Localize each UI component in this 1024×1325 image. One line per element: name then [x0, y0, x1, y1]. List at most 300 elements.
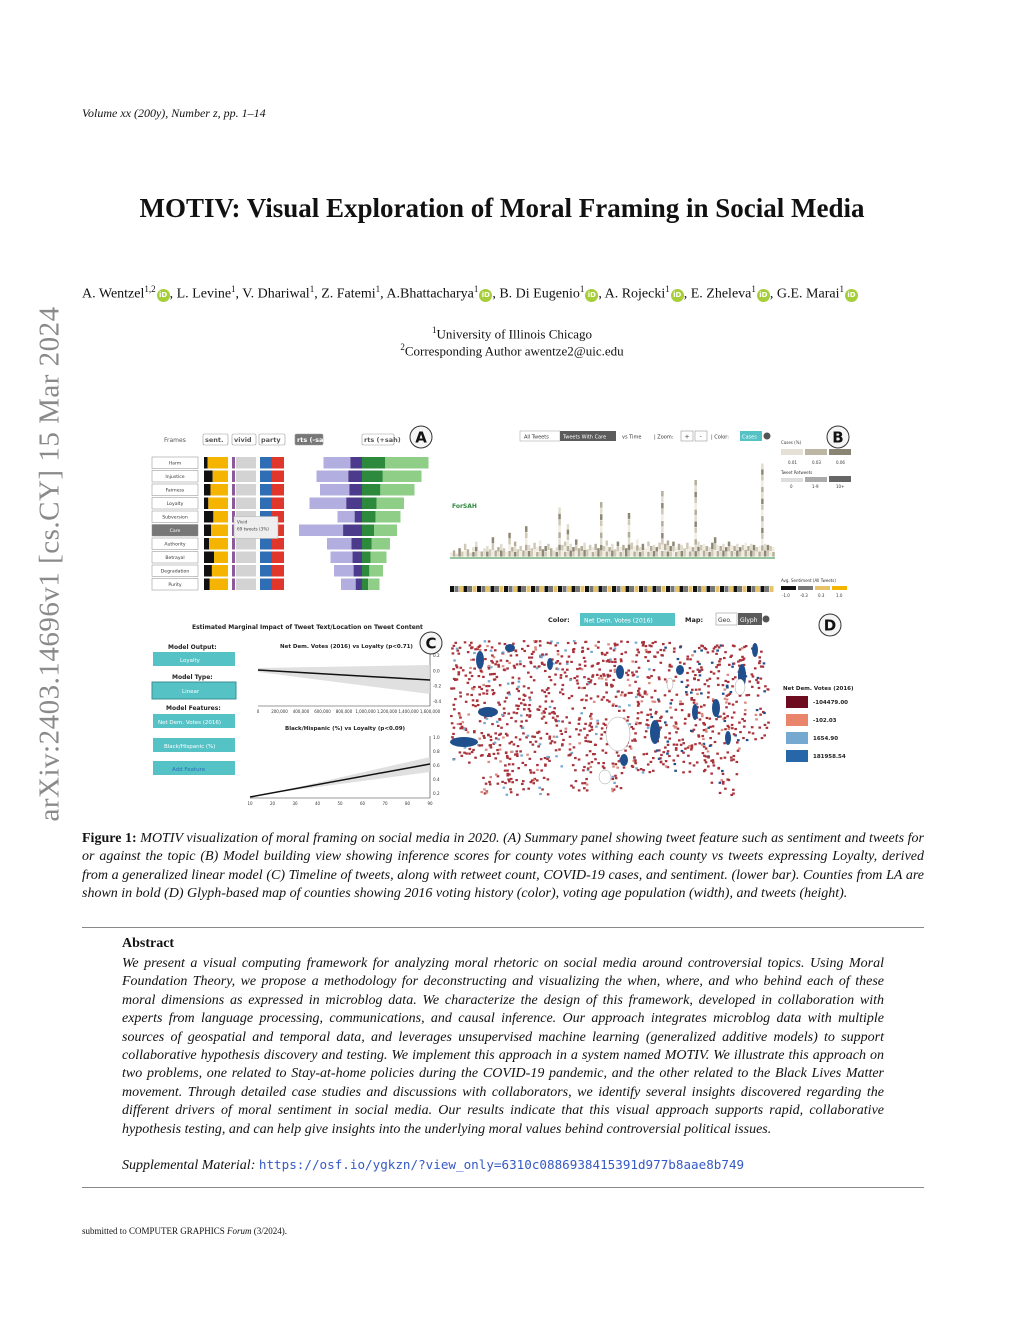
model-type-label: Model Type: — [172, 674, 213, 681]
county-glyph — [664, 746, 667, 748]
county-glyph — [567, 642, 570, 644]
county-glyph — [519, 660, 522, 662]
county-glyph — [689, 771, 692, 773]
timeline-cell — [711, 543, 713, 550]
county-glyph — [609, 670, 612, 672]
county-glyph — [579, 667, 582, 669]
rts-pos-dark — [362, 538, 372, 550]
county-glyph — [730, 655, 733, 657]
highlight-glyph — [606, 717, 630, 751]
county-glyph — [591, 761, 594, 763]
county-glyph — [634, 732, 637, 734]
county-glyph — [483, 702, 486, 704]
county-glyph — [556, 660, 559, 662]
timeline-cell — [661, 503, 663, 509]
urban-glyph — [478, 707, 498, 717]
county-glyph — [524, 764, 527, 766]
timeline-cell — [742, 545, 744, 551]
county-glyph — [573, 677, 576, 679]
county-glyph — [752, 732, 755, 734]
author-sup: 1 — [231, 284, 236, 294]
sentiment-cell — [504, 586, 508, 592]
frame-row-label: Injustice — [165, 475, 185, 480]
timeline-cell — [539, 552, 541, 557]
county-glyph — [557, 653, 560, 655]
county-glyph — [469, 748, 472, 750]
county-glyph — [658, 700, 661, 702]
county-glyph — [655, 711, 658, 713]
county-glyph — [506, 667, 509, 669]
county-glyph — [489, 673, 492, 675]
county-glyph — [615, 763, 618, 765]
county-glyph — [460, 667, 463, 669]
county-glyph — [590, 771, 593, 773]
county-glyph — [736, 741, 739, 743]
county-glyph — [584, 723, 587, 725]
county-glyph — [673, 763, 676, 765]
county-glyph — [564, 731, 567, 733]
county-glyph — [560, 674, 563, 676]
county-glyph — [675, 721, 678, 723]
timeline-cell — [761, 504, 763, 509]
timeline-cell — [725, 547, 727, 552]
timeline-cell — [567, 535, 569, 540]
timeline-cell — [761, 510, 763, 515]
timeline-cell — [567, 546, 569, 551]
timeline-cell — [714, 544, 716, 550]
county-glyph — [450, 715, 453, 717]
footer — [82, 1226, 287, 1236]
county-glyph — [649, 713, 652, 715]
sentiment-cell — [734, 586, 738, 592]
timeline-cell — [611, 544, 613, 550]
timeline-cell — [636, 551, 638, 556]
timeline-cell — [725, 552, 727, 557]
county-glyph — [452, 733, 455, 735]
county-glyph — [522, 727, 525, 729]
county-glyph — [629, 684, 632, 686]
timeline-cell — [686, 543, 688, 550]
county-glyph — [587, 767, 590, 769]
timeline-cell — [483, 548, 485, 556]
county-glyph — [686, 656, 689, 658]
timeline-cell — [581, 546, 583, 551]
county-glyph — [668, 669, 671, 671]
help-icon[interactable] — [764, 433, 771, 440]
timeline-cell — [558, 508, 560, 514]
county-glyph — [554, 673, 557, 675]
county-glyph — [698, 688, 701, 690]
county-glyph — [637, 651, 640, 653]
county-glyph — [521, 783, 524, 785]
county-glyph — [716, 753, 719, 755]
county-glyph — [605, 718, 608, 720]
county-glyph — [648, 644, 651, 646]
county-glyph — [731, 685, 734, 687]
author-name: A. Wentzel — [82, 286, 145, 302]
county-glyph — [644, 692, 647, 694]
timeline-cell — [661, 527, 663, 533]
timeline-cell — [472, 552, 474, 557]
county-glyph — [560, 733, 563, 735]
vivid-mark — [232, 552, 235, 564]
county-glyph — [584, 740, 587, 742]
timeline-cell — [694, 492, 696, 498]
county-glyph — [725, 701, 728, 703]
county-glyph — [551, 740, 554, 742]
county-glyph — [496, 676, 499, 678]
rts-pos-light — [374, 525, 397, 537]
county-glyph — [702, 738, 705, 740]
county-glyph — [645, 730, 648, 732]
timeline-cell — [628, 519, 630, 525]
sentiment-cell — [756, 586, 760, 592]
county-glyph — [695, 724, 698, 726]
county-glyph — [541, 662, 544, 664]
county-glyph — [620, 787, 623, 789]
county-glyph — [724, 717, 727, 719]
county-glyph — [614, 644, 617, 646]
party-rep — [272, 471, 284, 483]
party-rep — [272, 484, 284, 496]
county-glyph — [594, 758, 597, 760]
county-glyph — [473, 686, 476, 688]
y-tick-label: 0.4 — [433, 777, 440, 782]
county-glyph — [724, 757, 727, 759]
county-glyph — [579, 729, 582, 731]
figure-caption — [82, 830, 924, 904]
county-glyph — [506, 794, 509, 796]
county-glyph — [607, 659, 610, 661]
county-glyph — [704, 769, 707, 771]
county-glyph — [574, 757, 577, 759]
author-sup: 1 — [309, 284, 315, 294]
county-glyph — [689, 667, 692, 669]
timeline-cell — [761, 528, 763, 533]
county-glyph — [718, 732, 721, 734]
timeline-cell — [694, 504, 696, 510]
sentiment-cell — [612, 586, 616, 592]
county-glyph — [578, 789, 581, 791]
county-glyph — [731, 716, 734, 718]
series-label: ForSAH — [452, 503, 477, 510]
x-tick-label: 40 — [314, 801, 321, 806]
county-glyph — [691, 689, 694, 691]
county-glyph — [582, 769, 585, 771]
timeline-cell — [694, 551, 696, 557]
sentiment-cell — [536, 586, 540, 592]
county-glyph — [518, 698, 521, 700]
orcid-icon[interactable]: iD — [585, 289, 598, 302]
y-tick-label: 0.6 — [433, 763, 440, 768]
county-glyph — [523, 708, 526, 710]
county-glyph — [718, 646, 721, 648]
county-glyph — [666, 753, 669, 755]
county-glyph — [679, 661, 682, 663]
county-glyph — [652, 642, 655, 644]
county-glyph — [722, 684, 725, 686]
timeline-cell — [575, 539, 577, 544]
sentiment-cell — [491, 586, 495, 592]
timeline-cell — [694, 521, 696, 527]
sentiment-tick-4: 1.0 — [836, 593, 843, 598]
county-glyph — [734, 676, 737, 678]
timeline-cell — [617, 547, 619, 552]
county-glyph — [511, 781, 514, 783]
county-glyph — [660, 649, 663, 651]
timeline-cell — [772, 552, 774, 557]
county-glyph — [626, 719, 629, 721]
county-glyph — [491, 646, 494, 648]
county-glyph — [757, 682, 760, 684]
county-glyph — [719, 792, 722, 794]
county-glyph — [602, 660, 605, 662]
zoom-out-label: - — [699, 433, 702, 441]
model-features-label: Model Features: — [166, 705, 221, 712]
county-glyph — [733, 733, 736, 735]
county-glyph — [659, 726, 662, 728]
county-glyph — [727, 681, 730, 683]
panel-d — [450, 613, 854, 796]
county-glyph — [644, 736, 647, 738]
county-glyph — [637, 701, 640, 703]
county-glyph — [621, 772, 624, 774]
county-glyph — [571, 707, 574, 709]
county-glyph — [502, 651, 505, 653]
county-glyph — [581, 647, 584, 649]
county-glyph — [533, 772, 536, 774]
timeline-cell — [636, 539, 638, 544]
map-help-icon[interactable] — [763, 616, 770, 623]
county-glyph — [675, 731, 678, 733]
sentiment-cell — [662, 586, 666, 592]
sentiment-cell — [635, 586, 639, 592]
timeline-cell — [664, 544, 666, 550]
county-glyph — [707, 692, 710, 694]
county-glyph — [642, 769, 645, 771]
county-glyph — [698, 712, 701, 714]
orcid-icon[interactable]: iD — [845, 289, 858, 302]
timeline-cell — [525, 539, 527, 545]
timeline-cell — [475, 542, 477, 547]
county-glyph — [574, 769, 577, 771]
county-glyph — [506, 774, 509, 776]
timeline-cell — [642, 544, 644, 550]
county-glyph — [589, 681, 592, 683]
timeline-cell — [661, 497, 663, 503]
county-glyph — [636, 649, 639, 651]
county-glyph — [691, 744, 694, 746]
county-glyph — [611, 661, 614, 663]
footer-forum: Forum — [227, 1226, 252, 1236]
county-glyph — [461, 721, 464, 723]
county-glyph — [704, 683, 707, 685]
orcid-icon[interactable]: iD — [479, 289, 492, 302]
rts-neg-dark — [355, 511, 362, 523]
county-glyph — [609, 647, 612, 649]
county-glyph — [684, 718, 687, 720]
timeline-cell — [719, 552, 721, 557]
county-glyph — [743, 726, 746, 728]
county-glyph — [490, 736, 493, 738]
county-glyph — [503, 787, 506, 789]
county-glyph — [581, 782, 584, 784]
timeline-cell — [714, 537, 716, 543]
timeline-cell — [486, 546, 488, 551]
county-glyph — [456, 666, 459, 668]
vivid-mark — [232, 484, 235, 496]
timeline-cell — [619, 552, 621, 557]
timeline-cell — [761, 493, 763, 498]
sentiment-cell — [653, 586, 657, 592]
timeline-cell — [528, 545, 530, 551]
timeline-cell — [553, 550, 555, 556]
county-glyph — [730, 759, 733, 761]
county-glyph — [616, 767, 619, 769]
county-glyph — [696, 693, 699, 695]
author-separator: , — [769, 286, 777, 302]
timeline-cell — [539, 546, 541, 551]
timeline-cell — [558, 520, 560, 526]
county-glyph — [675, 726, 678, 728]
county-glyph — [676, 744, 679, 746]
county-glyph — [568, 722, 571, 724]
county-glyph — [766, 727, 769, 729]
county-glyph — [697, 734, 700, 736]
urban-glyph — [616, 665, 624, 679]
county-glyph — [604, 731, 607, 733]
county-glyph — [456, 649, 459, 651]
county-glyph — [700, 692, 703, 694]
county-glyph — [658, 678, 661, 680]
county-glyph — [653, 669, 656, 671]
geo-button-label: Geo. — [718, 617, 732, 624]
county-glyph — [466, 693, 469, 695]
county-glyph — [491, 689, 494, 691]
affiliation-1-text: University of Illinois Chicago — [436, 326, 593, 342]
county-glyph — [611, 788, 614, 790]
county-glyph — [551, 711, 554, 713]
timeline-cell — [739, 547, 741, 552]
county-glyph — [620, 658, 623, 660]
x-tick-label: 30 — [292, 801, 298, 806]
county-glyph — [757, 677, 760, 679]
rts-neg-dark — [353, 552, 362, 564]
county-glyph — [504, 770, 507, 772]
county-glyph — [526, 714, 529, 716]
timeline-cell — [733, 546, 735, 551]
county-glyph — [733, 711, 736, 713]
county-glyph — [615, 777, 618, 779]
county-glyph — [590, 651, 593, 653]
county-glyph — [659, 717, 662, 719]
sentiment-cell — [644, 586, 648, 592]
county-glyph — [468, 762, 471, 764]
county-glyph — [618, 760, 621, 762]
timeline-cell — [525, 532, 527, 538]
county-glyph — [669, 702, 672, 704]
sentiment-cell — [626, 586, 630, 592]
county-glyph — [614, 669, 617, 671]
county-glyph — [674, 770, 677, 772]
county-glyph — [612, 765, 615, 767]
timeline-cell — [731, 545, 733, 551]
vs-time-label: vs Time — [622, 434, 642, 441]
county-glyph — [530, 781, 533, 783]
county-glyph — [548, 676, 551, 678]
timeline-cell — [761, 499, 763, 504]
county-glyph — [545, 700, 548, 702]
county-glyph — [634, 762, 637, 764]
county-glyph — [457, 723, 460, 725]
county-glyph — [549, 642, 552, 644]
timeline-cell — [492, 537, 494, 543]
timeline-cell — [661, 551, 663, 557]
county-glyph — [540, 758, 543, 760]
county-glyph — [751, 726, 754, 728]
timeline-cell — [647, 542, 649, 547]
county-glyph — [546, 756, 549, 758]
retweets-tick-2: 1-9 — [812, 484, 819, 489]
x-tick-label: 50 — [337, 801, 343, 806]
county-glyph — [490, 660, 493, 662]
supplemental-link[interactable]: https://osf.io/ygkzn/?view_only=6310c0886938415391d977b8aae8b749 — [258, 1157, 745, 1172]
x-tick-label: 80 — [404, 801, 411, 806]
county-glyph — [539, 644, 542, 646]
county-glyph — [519, 663, 522, 665]
county-glyph — [543, 691, 546, 693]
county-glyph — [546, 733, 549, 735]
sentiment-cell — [486, 586, 490, 592]
county-glyph — [541, 788, 544, 790]
rts-pos-dark — [362, 511, 375, 523]
party-rep — [272, 552, 284, 564]
county-glyph — [662, 643, 665, 645]
timeline-cell — [569, 544, 571, 550]
county-glyph — [528, 697, 531, 699]
county-glyph — [547, 793, 550, 795]
county-glyph — [524, 704, 527, 706]
sentiment-cell — [675, 586, 679, 592]
county-glyph — [517, 745, 520, 747]
county-glyph — [717, 664, 720, 666]
x-tick-label: 1,400,000 — [398, 709, 419, 714]
orcid-icon[interactable]: iD — [757, 289, 770, 302]
county-glyph — [472, 688, 475, 690]
timeline-cell — [558, 526, 560, 532]
county-glyph — [487, 761, 490, 763]
county-glyph — [474, 648, 477, 650]
county-glyph — [485, 685, 488, 687]
county-glyph — [714, 741, 717, 743]
county-glyph — [497, 738, 500, 740]
regression-line — [250, 764, 430, 797]
highlight-glyph — [735, 679, 745, 695]
county-glyph — [612, 776, 615, 778]
county-glyph — [702, 722, 705, 724]
county-glyph — [630, 692, 633, 694]
timeline-cell — [544, 546, 546, 551]
county-glyph — [499, 744, 502, 746]
orcid-icon[interactable]: iD — [157, 289, 170, 302]
county-glyph — [722, 773, 725, 775]
rts-neg-dark — [343, 525, 362, 537]
panel-b-title: Estimated Marginal Impact of Tweet Text/Location on Tweet Content — [192, 624, 423, 631]
timeline-cell — [700, 551, 702, 557]
timeline-cell — [450, 553, 452, 557]
timeline-cell — [600, 545, 602, 551]
orcid-icon[interactable]: iD — [671, 289, 684, 302]
